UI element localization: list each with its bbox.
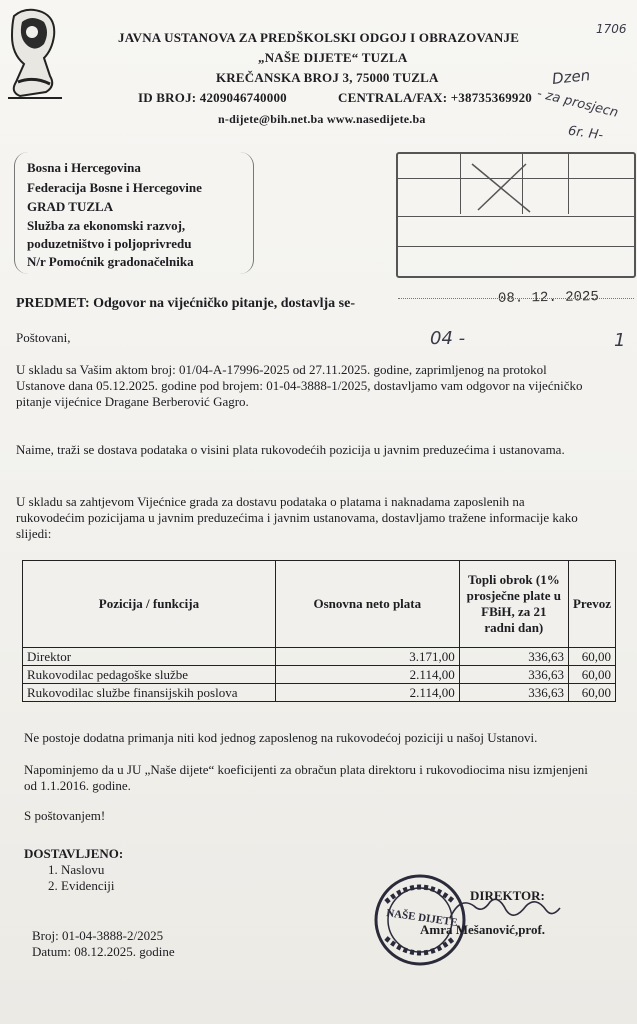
subject-label: PREDMET: xyxy=(16,296,90,311)
net-salary-cell: 2.114,00 xyxy=(275,666,459,684)
header-phone-fax: CENTRALA/FAX: +38735369920 xyxy=(338,90,533,105)
net-salary-cell: 2.114,00 xyxy=(275,684,459,702)
note-paragraph: Napominjemo da u JU „Naše dijete“ koeficijenti za obračun plata direktoru i rukovodiocima nisu izmjenjeni od 1.1.2016. godine. xyxy=(24,762,588,793)
addressee-line: GRAD TUZLA xyxy=(27,199,114,214)
header-institution-subtitle: „NAŠE DIJETE“ TUZLA xyxy=(258,50,408,65)
paragraph: U skladu sa Vašim aktom broj: 01/04-A-17996-2025 od 27.11.2025. godine, zaprimljenog na protokol Ustanove dana 05.12.2025. godine pod brojem: 01-04-3888-1/2025, dostavljamo vam odgovor na vijećničko pitanje vijećnice Dragane Berberović Gagro. xyxy=(16,362,583,409)
handwritten-note-line: Dzen xyxy=(551,66,592,88)
position-cell: Direktor xyxy=(23,648,276,666)
addressee-block xyxy=(14,152,254,274)
header-address: KREČANSKA BROJ 3, 75000 TUZLA xyxy=(216,70,439,85)
note-paragraph: Ne postoje dodatna primanja niti kod jednog zaposlenog na rukovodećoj poziciji u našoj Ustanovi. xyxy=(24,730,538,745)
transport-cell: 60,00 xyxy=(568,666,615,684)
meal-allowance-cell: 336,63 xyxy=(459,666,568,684)
seal-text: NAŠE DIJETE xyxy=(385,907,459,929)
addressee-line: N/r Pomoćnik gradonačelnika xyxy=(27,254,194,269)
position-cell: Rukovodilac pedagoške službe xyxy=(23,666,276,684)
dostavljeno-label: DOSTAVLJENO: xyxy=(24,846,124,861)
net-salary-cell: 3.171,00 xyxy=(275,648,459,666)
signatory-name: Amra Mešanović,prof. xyxy=(420,922,546,937)
received-number-suffix: 1 xyxy=(614,330,626,351)
column-header: Pozicija / funkcija xyxy=(23,561,276,648)
document-number: Broj: 01-04-3888-2/2025 xyxy=(32,928,164,943)
addressee-line: poduzetništvo i poljoprivredu xyxy=(27,236,192,251)
addressee-line: Bosna i Hercegovina xyxy=(27,160,141,175)
closing: S poštovanjem! xyxy=(24,808,106,823)
header-id-number: ID BROJ: 4209046740000 xyxy=(138,90,287,105)
transport-cell: 60,00 xyxy=(568,648,615,666)
dostavljeno-item: 2. Evidenciji xyxy=(48,878,115,893)
salary-table xyxy=(22,560,616,702)
greeting: Poštovani, xyxy=(16,330,71,345)
table-row xyxy=(23,684,616,702)
corner-note: 1706 xyxy=(596,22,627,36)
addressee-line: Federacija Bosne i Hercegovine xyxy=(27,180,202,195)
signature-title: DIREKTOR: xyxy=(470,888,545,903)
received-date: 08. 12. 2025 xyxy=(497,289,599,307)
handwritten-note-line: 6r. H- xyxy=(567,123,605,144)
cross-mark-icon xyxy=(468,160,538,216)
paragraph: U skladu sa zahtjevom Vijećnice grada za dostavu podataka o platama i naknadama zaposlenih na rukovodećim pozicijama u javnim preduzećima i javnim ustanovama, dostavljamo tražene informacije kako slijedi: xyxy=(16,494,578,541)
header-institution-name: JAVNA USTANOVA ZA PREDŠKOLSKI ODGOJ I OBRAZOVANJE xyxy=(118,30,520,45)
table-row xyxy=(23,666,616,684)
addressee-line: Služba za ekonomski razvoj, xyxy=(27,218,186,233)
document-date: Datum: 08.12.2025. godine xyxy=(32,944,175,959)
subject-line xyxy=(16,296,355,312)
received-stamp xyxy=(396,152,636,278)
header-contact: n-dijete@bih.net.ba www.nasedijete.ba xyxy=(218,112,426,126)
column-header: Prevoz xyxy=(568,561,615,648)
received-number: 04 - xyxy=(430,328,466,349)
dostavljeno-item: 1. Naslovu xyxy=(48,862,105,877)
meal-allowance-cell: 336,63 xyxy=(459,684,568,702)
table-header-row xyxy=(23,561,616,648)
table-row xyxy=(23,648,616,666)
column-header: Topli obrok (1% prosječne plate u FBiH, za 21 radni dan) xyxy=(459,561,568,648)
transport-cell: 60,00 xyxy=(568,684,615,702)
meal-allowance-cell: 336,63 xyxy=(459,648,568,666)
paragraph: Naime, traži se dostava podataka o visini plata rukovodećih pozicija u javnim preduzećima i ustanovama. xyxy=(16,442,565,457)
column-header: Osnovna neto plata xyxy=(275,561,459,648)
institution-logo xyxy=(6,6,64,104)
handwritten-note-line: - za prosjecn xyxy=(535,86,620,121)
position-cell: Rukovodilac službe finansijskih poslova xyxy=(23,684,276,702)
subject-text: Odgovor na vijećničko pitanje, dostavlja se- xyxy=(93,296,355,311)
